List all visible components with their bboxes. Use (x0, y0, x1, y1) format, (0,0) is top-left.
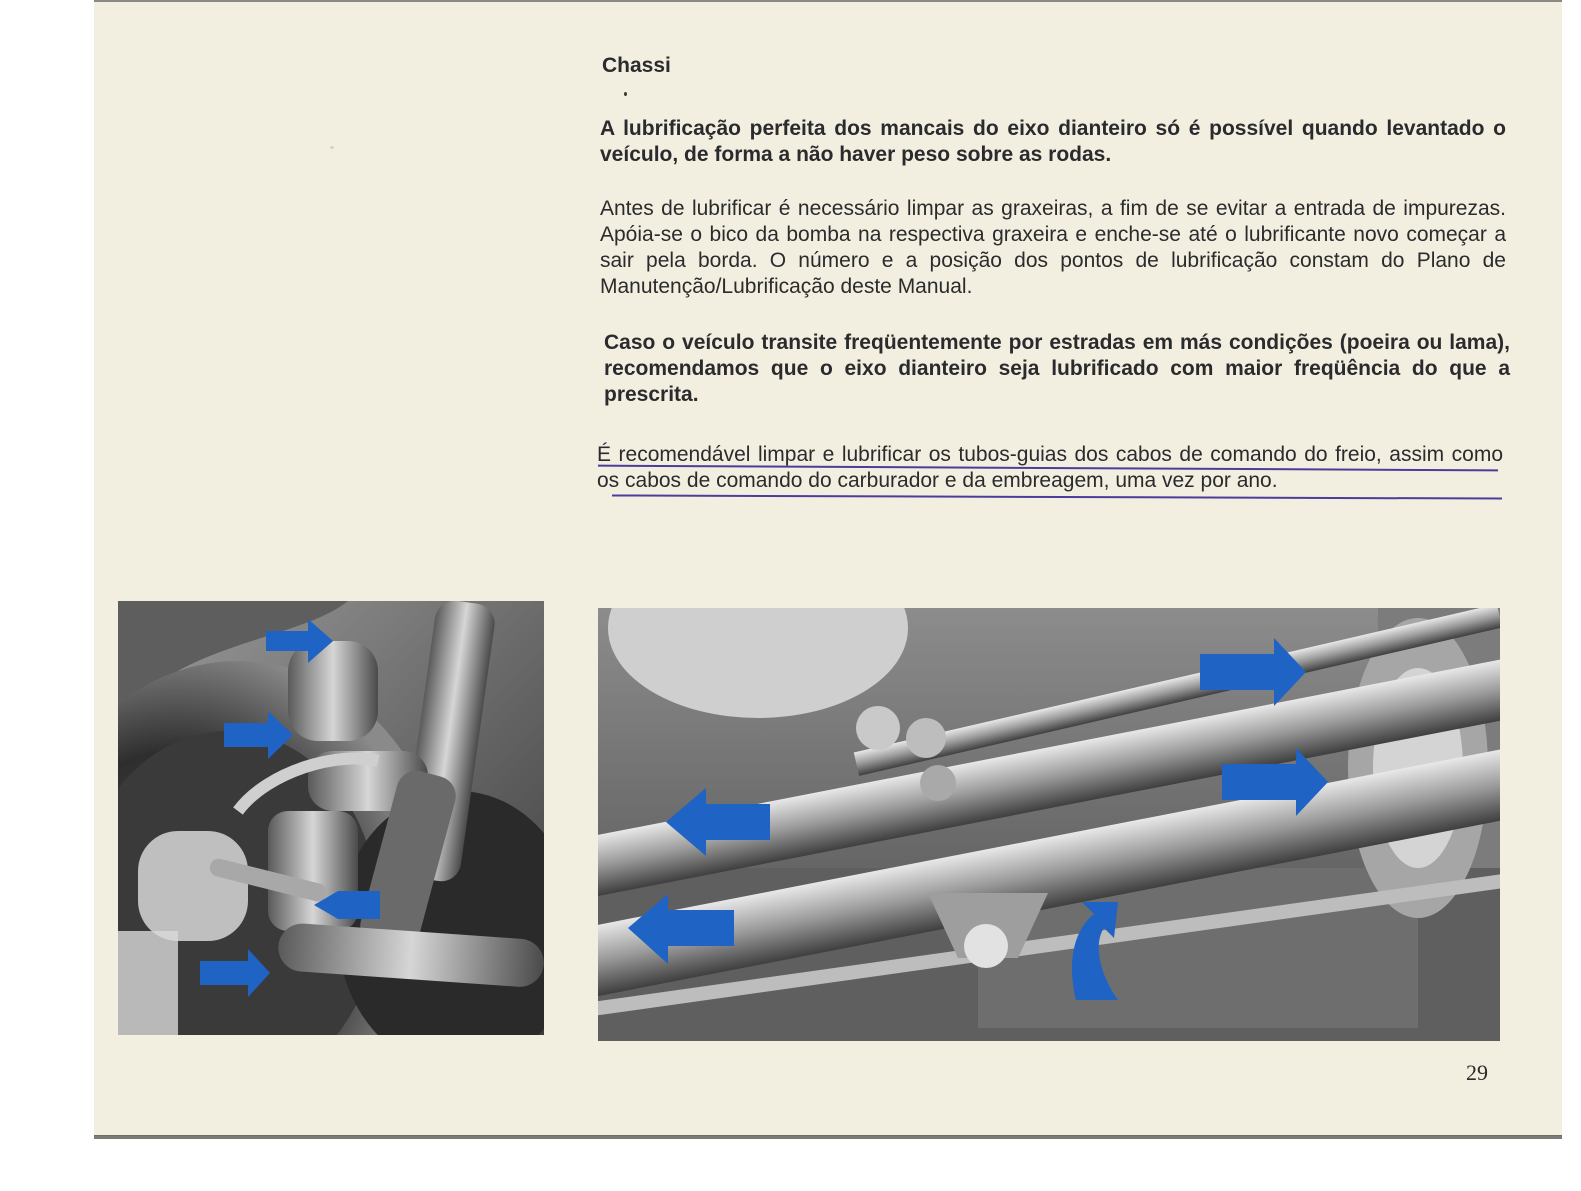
paragraph-cable-guides: É recomendável limpar e lubrificar os tubos-guias dos cabos de comando do freio, assim como os cabos de comando do carburador e da embreagem, uma vez por ano. (597, 443, 1503, 492)
page-bottom-edge (94, 1136, 1562, 1139)
scan-speck (330, 146, 334, 149)
paragraph-bad-roads: Caso o veículo transite freqüentemente por estradas em más condições (poeira ou lama), recomendamos que o eixo dianteiro seja lubrificado com maior freqüência do que a prescrita. (604, 331, 1510, 406)
section-heading: Chassi (602, 54, 671, 77)
front-axle-grease-points-photo (118, 601, 544, 1035)
paragraph-lubrication-lift: A lubrificação perfeita dos mancais do eixo dianteiro só é possível quando levantado o veículo, de forma a não haver peso sobre as rodas. (600, 117, 1506, 166)
paragraph-clean-grease-fittings: Antes de lubrificar é necessário limpar as graxeiras, a fim de se evitar a entrada de impurezas. Apóia-se o bico da bomba na respectiva graxeira e enche-se até o lubrificante novo começar a sair pela borda. O número e a posição dos pontos de lubrificação constam do Plano de Manutenção/Lubrificação deste Manual. (600, 197, 1506, 298)
page-number: 29 (1466, 1060, 1488, 1085)
scan-speck (624, 92, 627, 96)
underbody-cable-guide-tubes-photo (598, 608, 1500, 1041)
